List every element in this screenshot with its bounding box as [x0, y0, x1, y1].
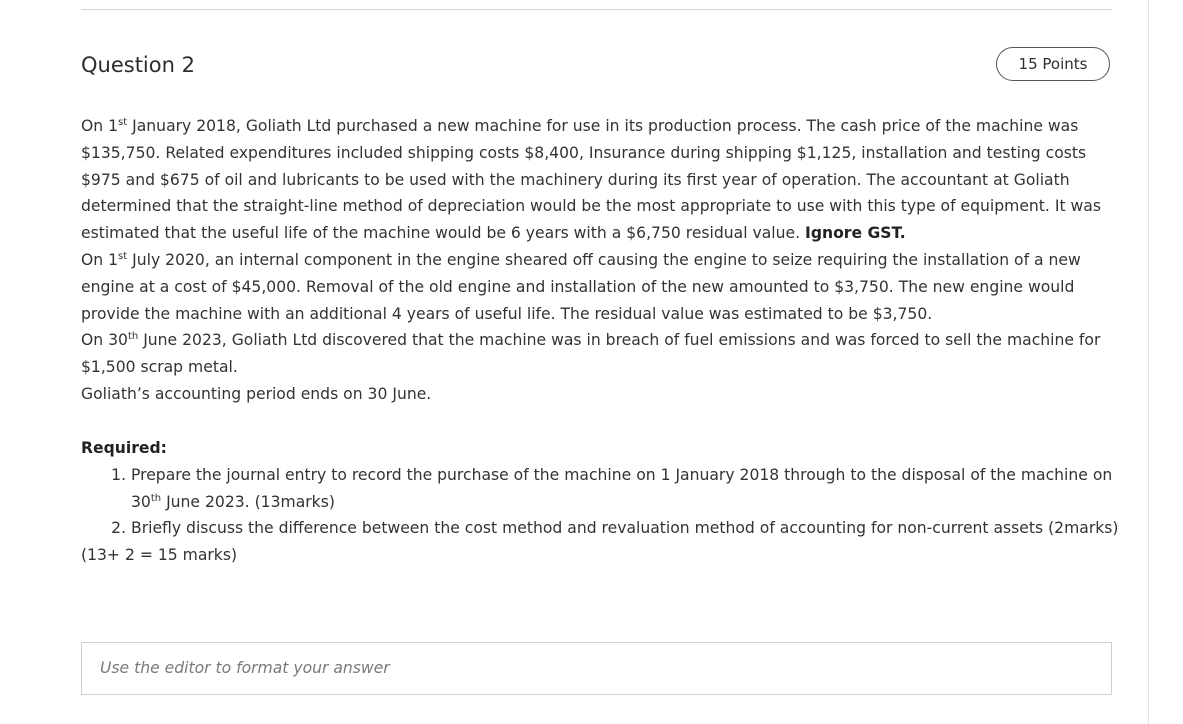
- question-title: Question 2: [81, 53, 195, 77]
- paragraph-engine-replacement: On 1st July 2020, an internal component in the engine sheared off causing the engine to seize requiring the installation of a new engine at a cost of $45,000. Removal of the old engine and installation of the new amounted to $3,750. The new engine would provide the machine with an additional 4 years of useful life. The residual value was estimated to be $3,750.: [81, 250, 1081, 323]
- question-body: [81, 113, 1121, 408]
- answer-editor[interactable]: [81, 642, 1112, 695]
- paragraph-disposal: On 30th June 2023, Goliath Ltd discovered that the machine was in breach of fuel emissions and was forced to sell the machine for $1,500 scrap metal.: [81, 331, 1101, 377]
- top-divider: [81, 9, 1112, 10]
- required-heading: Required:: [81, 439, 167, 457]
- required-section: [81, 435, 1121, 569]
- paragraph-accounting-period: Goliath’s accounting period ends on 30 June.: [81, 384, 432, 403]
- required-item: 2. Briefly discuss the difference between the cost method and revaluation method of accounting for non-current assets (2marks): [131, 515, 1121, 542]
- ignore-gst-note: Ignore GST.: [805, 224, 906, 243]
- marks-total: (13+ 2 = 15 marks): [81, 546, 238, 565]
- paragraph-purchase: On 1st January 2018, Goliath Ltd purchased a new machine for use in its production process. The cash price of the machine was $135,750. Related expenditures included shipping costs $8,400, Insurance during shipping $1,125, installation and testing costs $975 and $675 of oil and lubricants to be used with the machinery during its first year of operation. The accountant at Goliath determined that the straight-line method of depreciation would be the most appropriate to use with this type of equipment. It was estimated that the useful life of the machine would be 6 years with a $6,750 residual value. Ignore GST.: [81, 117, 1101, 243]
- answer-placeholder: Use the editor to format your answer: [100, 659, 390, 677]
- right-divider: [1148, 0, 1149, 724]
- points-badge: 15 Points: [996, 47, 1110, 81]
- required-list: [81, 462, 1121, 542]
- required-item: 1. Prepare the journal entry to record the purchase of the machine on 1 January 2018 through to the disposal of the machine on 30th June 2023. (13marks): [131, 462, 1121, 516]
